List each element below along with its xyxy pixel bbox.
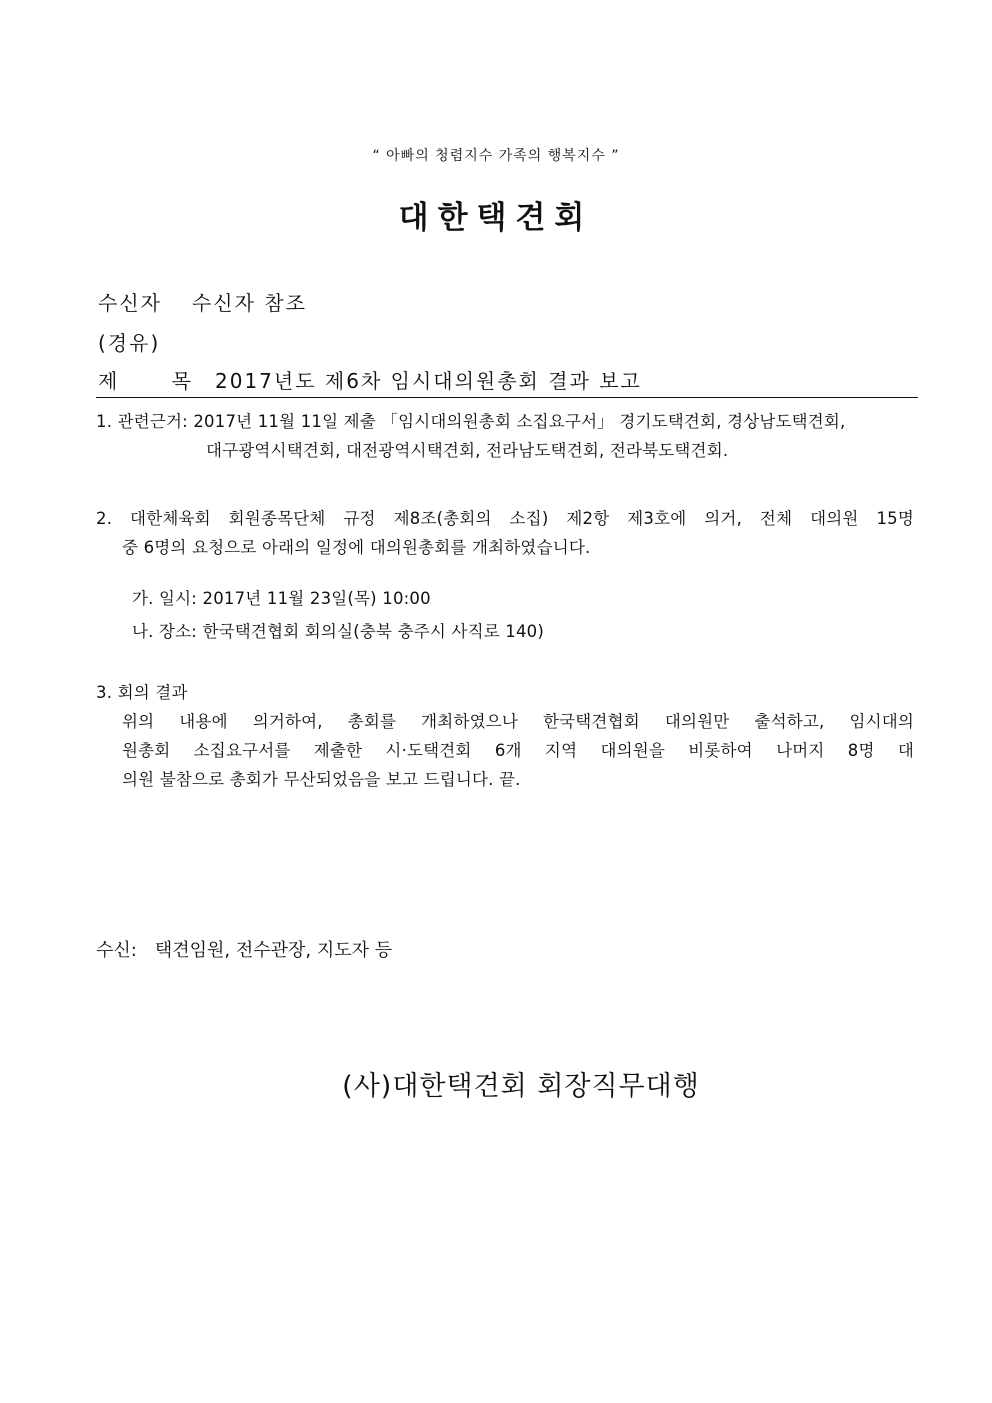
subject-row bbox=[98, 365, 642, 394]
recipient-value: 수신자 참조 bbox=[191, 291, 307, 315]
item-2 bbox=[96, 504, 914, 562]
distribution-row bbox=[96, 936, 392, 962]
item-2-place: 나. 장소: 한국택견협회 회의실(충북 충주시 사직로 140) bbox=[132, 622, 545, 641]
item-3 bbox=[96, 678, 914, 794]
item-3-line-1: 위의 내용에 의거하여, 총회를 개최하였으나 한국택견협회 대의원만 출석하고, 임시대의 bbox=[122, 712, 914, 731]
distribution-label: 수신: bbox=[96, 940, 137, 961]
organization-title: 대한택견회 bbox=[398, 200, 594, 236]
item-3-line-3: 의원 불참으로 총회가 무산되었음을 보고 드립니다. 끝. bbox=[122, 770, 521, 789]
item-3-line-2: 원총회 소집요구서를 제출한 시·도택견회 6개 지역 대의원을 비롯하여 나머지 8명 대 bbox=[122, 741, 914, 760]
item-2-date: 가. 일시: 2017년 11월 23일(목) 10:00 bbox=[132, 589, 431, 608]
subject-label: 제 목 bbox=[98, 369, 215, 393]
item-1-line-1: 1. 관련근거: 2017년 11월 11일 제출 「임시대의원총회 소집요구서」 경기도택견회, 경상남도택견회, bbox=[96, 412, 846, 431]
subject-value: 2017년도 제6차 임시대의원총회 결과 보고 bbox=[215, 369, 642, 393]
header-divider bbox=[96, 397, 918, 398]
recipient-row bbox=[98, 287, 307, 316]
motto: “ 아빠의 청렴지수 가족의 행복지수 ” bbox=[372, 148, 620, 164]
signer: (사)대한택견회 회장직무대행 bbox=[342, 1071, 700, 1102]
recipient-label: 수신자 bbox=[98, 291, 162, 315]
item-2-line-1: 2. 대한체육회 회원종목단체 규정 제8조(총회의 소집) 제2항 제3호에 의거, 전체 대의원 15명 bbox=[96, 509, 914, 528]
via-row: (경유) bbox=[98, 331, 161, 355]
item-3-title: 3. 회의 결과 bbox=[96, 683, 188, 702]
item-1-line-2: 대구광역시택견회, 대전광역시택견회, 전라남도택견회, 전라북도택견회. bbox=[206, 441, 729, 460]
distribution-value: 택견임원, 전수관장, 지도자 등 bbox=[154, 940, 393, 961]
item-1 bbox=[96, 407, 914, 465]
item-2-details bbox=[132, 582, 544, 648]
item-2-line-2: 중 6명의 요청으로 아래의 일정에 대의원총회를 개최하였습니다. bbox=[122, 538, 591, 557]
